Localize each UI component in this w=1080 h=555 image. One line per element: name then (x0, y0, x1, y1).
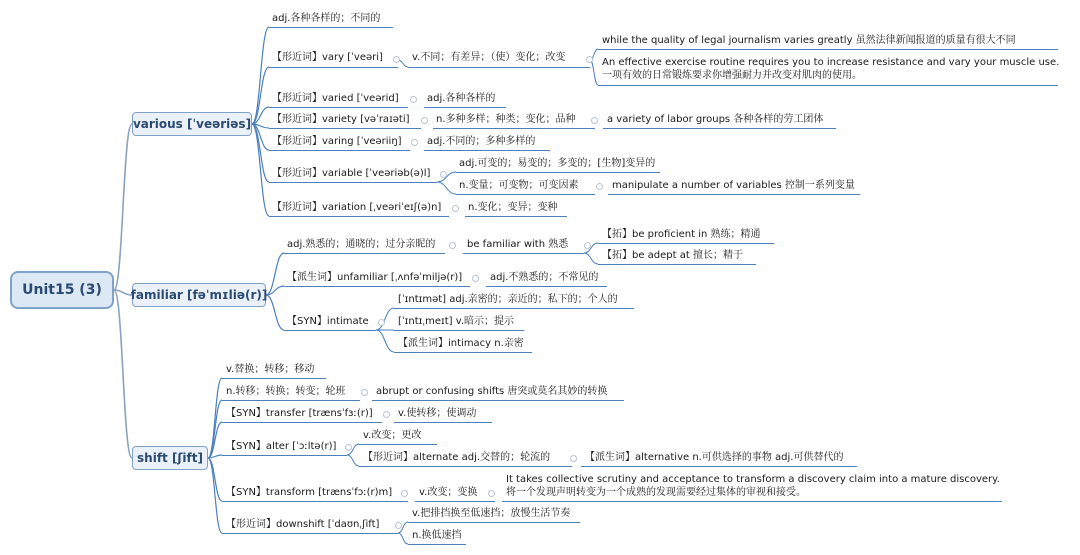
downshift-meaning-v: v.把排挡换至低速挡；放慢生活节奏 (412, 508, 571, 519)
connector (376, 330, 394, 352)
underline (222, 400, 360, 401)
connector (266, 295, 284, 330)
connector (590, 60, 598, 85)
variety-label: 【形近词】variety [vəˈraɪəti] (272, 114, 410, 125)
underline (284, 330, 376, 331)
collapse-dot[interactable] (410, 96, 417, 103)
underline (424, 107, 506, 108)
underline (603, 128, 836, 129)
collapse-dot[interactable] (440, 171, 447, 178)
collapse-dot[interactable] (411, 139, 418, 146)
intimate-label: 【SYN】intimate (287, 316, 369, 327)
varied-meaning: adj.各种各样的 (427, 93, 496, 104)
downshift-label: 【形近词】downshift [ˈdaʊnˌʃift] (226, 519, 380, 530)
underline (608, 194, 860, 195)
collapse-dot[interactable] (421, 117, 428, 124)
node-various[interactable]: various [ˈveəriəs] (132, 112, 252, 136)
collapse-dot[interactable] (401, 490, 408, 497)
underline (456, 172, 660, 173)
underline (415, 501, 495, 502)
familiar-meaning: adj.熟悉的；通晓的；过分亲昵的 (287, 239, 436, 250)
shift-meaning-v: v.替换；转移；移动 (226, 364, 315, 375)
connector (114, 124, 132, 290)
transfer-label: 【SYN】transfer [trænsˈfɜː(r)] (226, 408, 373, 419)
collapse-dot[interactable] (584, 242, 591, 249)
underline (598, 243, 774, 244)
alternate-label: 【形近词】alternate adj.交替的；轮流的 (363, 452, 551, 463)
connector (437, 182, 456, 194)
underline (222, 533, 398, 534)
node-shift[interactable]: shift [ʃift] (132, 446, 208, 470)
collapse-dot[interactable] (378, 319, 385, 326)
connector (252, 27, 269, 124)
collapse-dot[interactable] (586, 56, 593, 63)
transform-example-zh: 将一个发现声明转变为一个成熟的发现需要经过集体的审视和接受。 (506, 487, 806, 498)
underline (269, 128, 421, 129)
underline (222, 422, 382, 423)
variety-example: a variety of labor groups 各种各样的劳工团体 (607, 114, 824, 125)
underline (372, 400, 624, 401)
vary-label: 【形近词】vary [ˈveəri] (272, 52, 383, 63)
varied-label: 【形近词】varied [ˈveərid] (272, 93, 399, 104)
underline (486, 286, 607, 287)
underline (456, 194, 595, 195)
shift-meaning-n: n.转移；转换；转变；轮班 (226, 386, 346, 397)
connector (208, 378, 222, 458)
underline (359, 466, 572, 467)
shift-example: abrupt or confusing shifts 唐突或莫名其妙的转换 (376, 386, 608, 397)
underline (269, 216, 449, 217)
familiar-extension-1: 【拓】be proficient in 熟练；精通 (602, 229, 761, 240)
underline (408, 522, 580, 523)
collapse-dot[interactable] (393, 56, 400, 63)
underline (284, 286, 470, 287)
connector (114, 290, 132, 458)
varing-meaning: adj.不同的；多种多样的 (427, 136, 536, 147)
vary-example-2-zh: 一项有效的日常锻炼要求你增强耐力并改变对肌肉的使用。 (602, 70, 862, 81)
variation-label: 【形近词】variation [ˌveəriˈeɪʃ(ə)n] (272, 202, 442, 213)
node-familiar[interactable]: familiar [fəˈmɪliə(r)] (132, 283, 266, 307)
variable-label: 【形近词】variable [ˈveəriəb(ə)l] (272, 168, 431, 179)
collapse-dot[interactable] (449, 242, 456, 249)
vary-example-2-en: An effective exercise routine requires you to increase resistance and vary your muscle use. (602, 57, 1060, 68)
underline (394, 308, 634, 309)
variable-meaning-n: n.变量；可变物；可变因素 (459, 180, 579, 191)
underline (269, 182, 437, 183)
underline (408, 544, 466, 545)
transfer-meaning: v.使转移；使调动 (398, 408, 477, 419)
underline (359, 444, 437, 445)
connector (208, 458, 222, 533)
collapse-dot[interactable] (472, 275, 479, 282)
underline (269, 67, 398, 68)
unfamiliar-label: 【派生词】unfamiliar [ˌʌnfəˈmiljə(r)] (287, 272, 463, 283)
alter-label: 【SYN】alter [ˈɔːltə(r)] (226, 441, 337, 452)
underline (394, 330, 524, 331)
underline (424, 150, 550, 151)
collapse-dot[interactable] (383, 411, 390, 418)
connector (347, 455, 359, 466)
alter-meaning: v.改变；更改 (363, 430, 422, 441)
underline (394, 352, 532, 353)
underline (433, 128, 595, 129)
root-node[interactable]: Unit15 (3) (10, 271, 114, 309)
underline (222, 378, 326, 379)
underline (269, 150, 410, 151)
transform-example-en: It takes collective scrutiny and acceptance to transform a discovery claim into a mature discovery. (506, 474, 1000, 485)
various-meaning: adj.各种各样的；不同的 (272, 13, 381, 24)
downshift-meaning-n: n.换低速挡 (412, 530, 462, 541)
familiar-phrase: be familiar with 熟悉 (467, 239, 569, 250)
transform-meaning: v.改变；变换 (419, 487, 478, 498)
vary-meaning: v.不同；有差异；（使）变化；改变 (412, 52, 566, 63)
underline (598, 85, 1058, 86)
varing-label: 【形近词】varing [ˈveəriiŋ] (272, 136, 402, 147)
underline (463, 253, 584, 254)
unfamiliar-meaning: adj.不熟悉的；不常见的 (490, 272, 599, 283)
variable-meaning-adj: adj.可变的；易变的；多变的；[生物]变异的 (459, 158, 656, 169)
intimate-meaning-adj: [ˈɪntɪmət] adj.亲密的；亲近的；私下的；个人的 (398, 294, 618, 305)
underline (222, 501, 408, 502)
collapse-dot[interactable] (488, 490, 495, 497)
collapse-dot[interactable] (570, 455, 577, 462)
underline (269, 27, 393, 28)
transform-label: 【SYN】transform [trænsˈfɔː(r)m] (226, 487, 393, 498)
variety-meaning: n.多种多样；种类；变化；品种 (436, 114, 576, 125)
alternative-label: 【派生词】alternative n.可供选择的事物 adj.可供替代的 (585, 452, 844, 463)
underline (408, 67, 590, 68)
variation-meaning: n.变化；变异；变种 (468, 202, 558, 213)
collapse-dot[interactable] (345, 444, 352, 451)
intimate-meaning-v: [ˈɪntɪˌmeɪt] v.暗示；提示 (398, 316, 515, 327)
connector (208, 400, 222, 458)
underline (269, 107, 408, 108)
collapse-dot[interactable] (452, 205, 459, 212)
underline (598, 49, 1058, 50)
connector (266, 253, 284, 295)
collapse-dot[interactable] (395, 522, 402, 529)
underline (502, 501, 1002, 502)
collapse-dot[interactable] (361, 389, 368, 396)
connector (398, 533, 408, 544)
underline (465, 216, 567, 217)
intimacy-label: 【派生词】intimacy n.亲密 (398, 338, 524, 349)
familiar-extension-2: 【拓】be adept at 擅长；精于 (602, 250, 743, 261)
collapse-dot[interactable] (591, 117, 598, 124)
underline (394, 422, 492, 423)
connector (584, 253, 598, 264)
variable-example: manipulate a number of variables 控制一系列变量 (612, 180, 855, 191)
vary-example-1: while the quality of legal journalism varies greatly 虽然法律新闻报道的质量有很大不同 (602, 35, 1016, 46)
underline (581, 466, 857, 467)
underline (284, 253, 445, 254)
underline (598, 264, 756, 265)
collapse-dot[interactable] (596, 183, 603, 190)
underline (222, 455, 347, 456)
